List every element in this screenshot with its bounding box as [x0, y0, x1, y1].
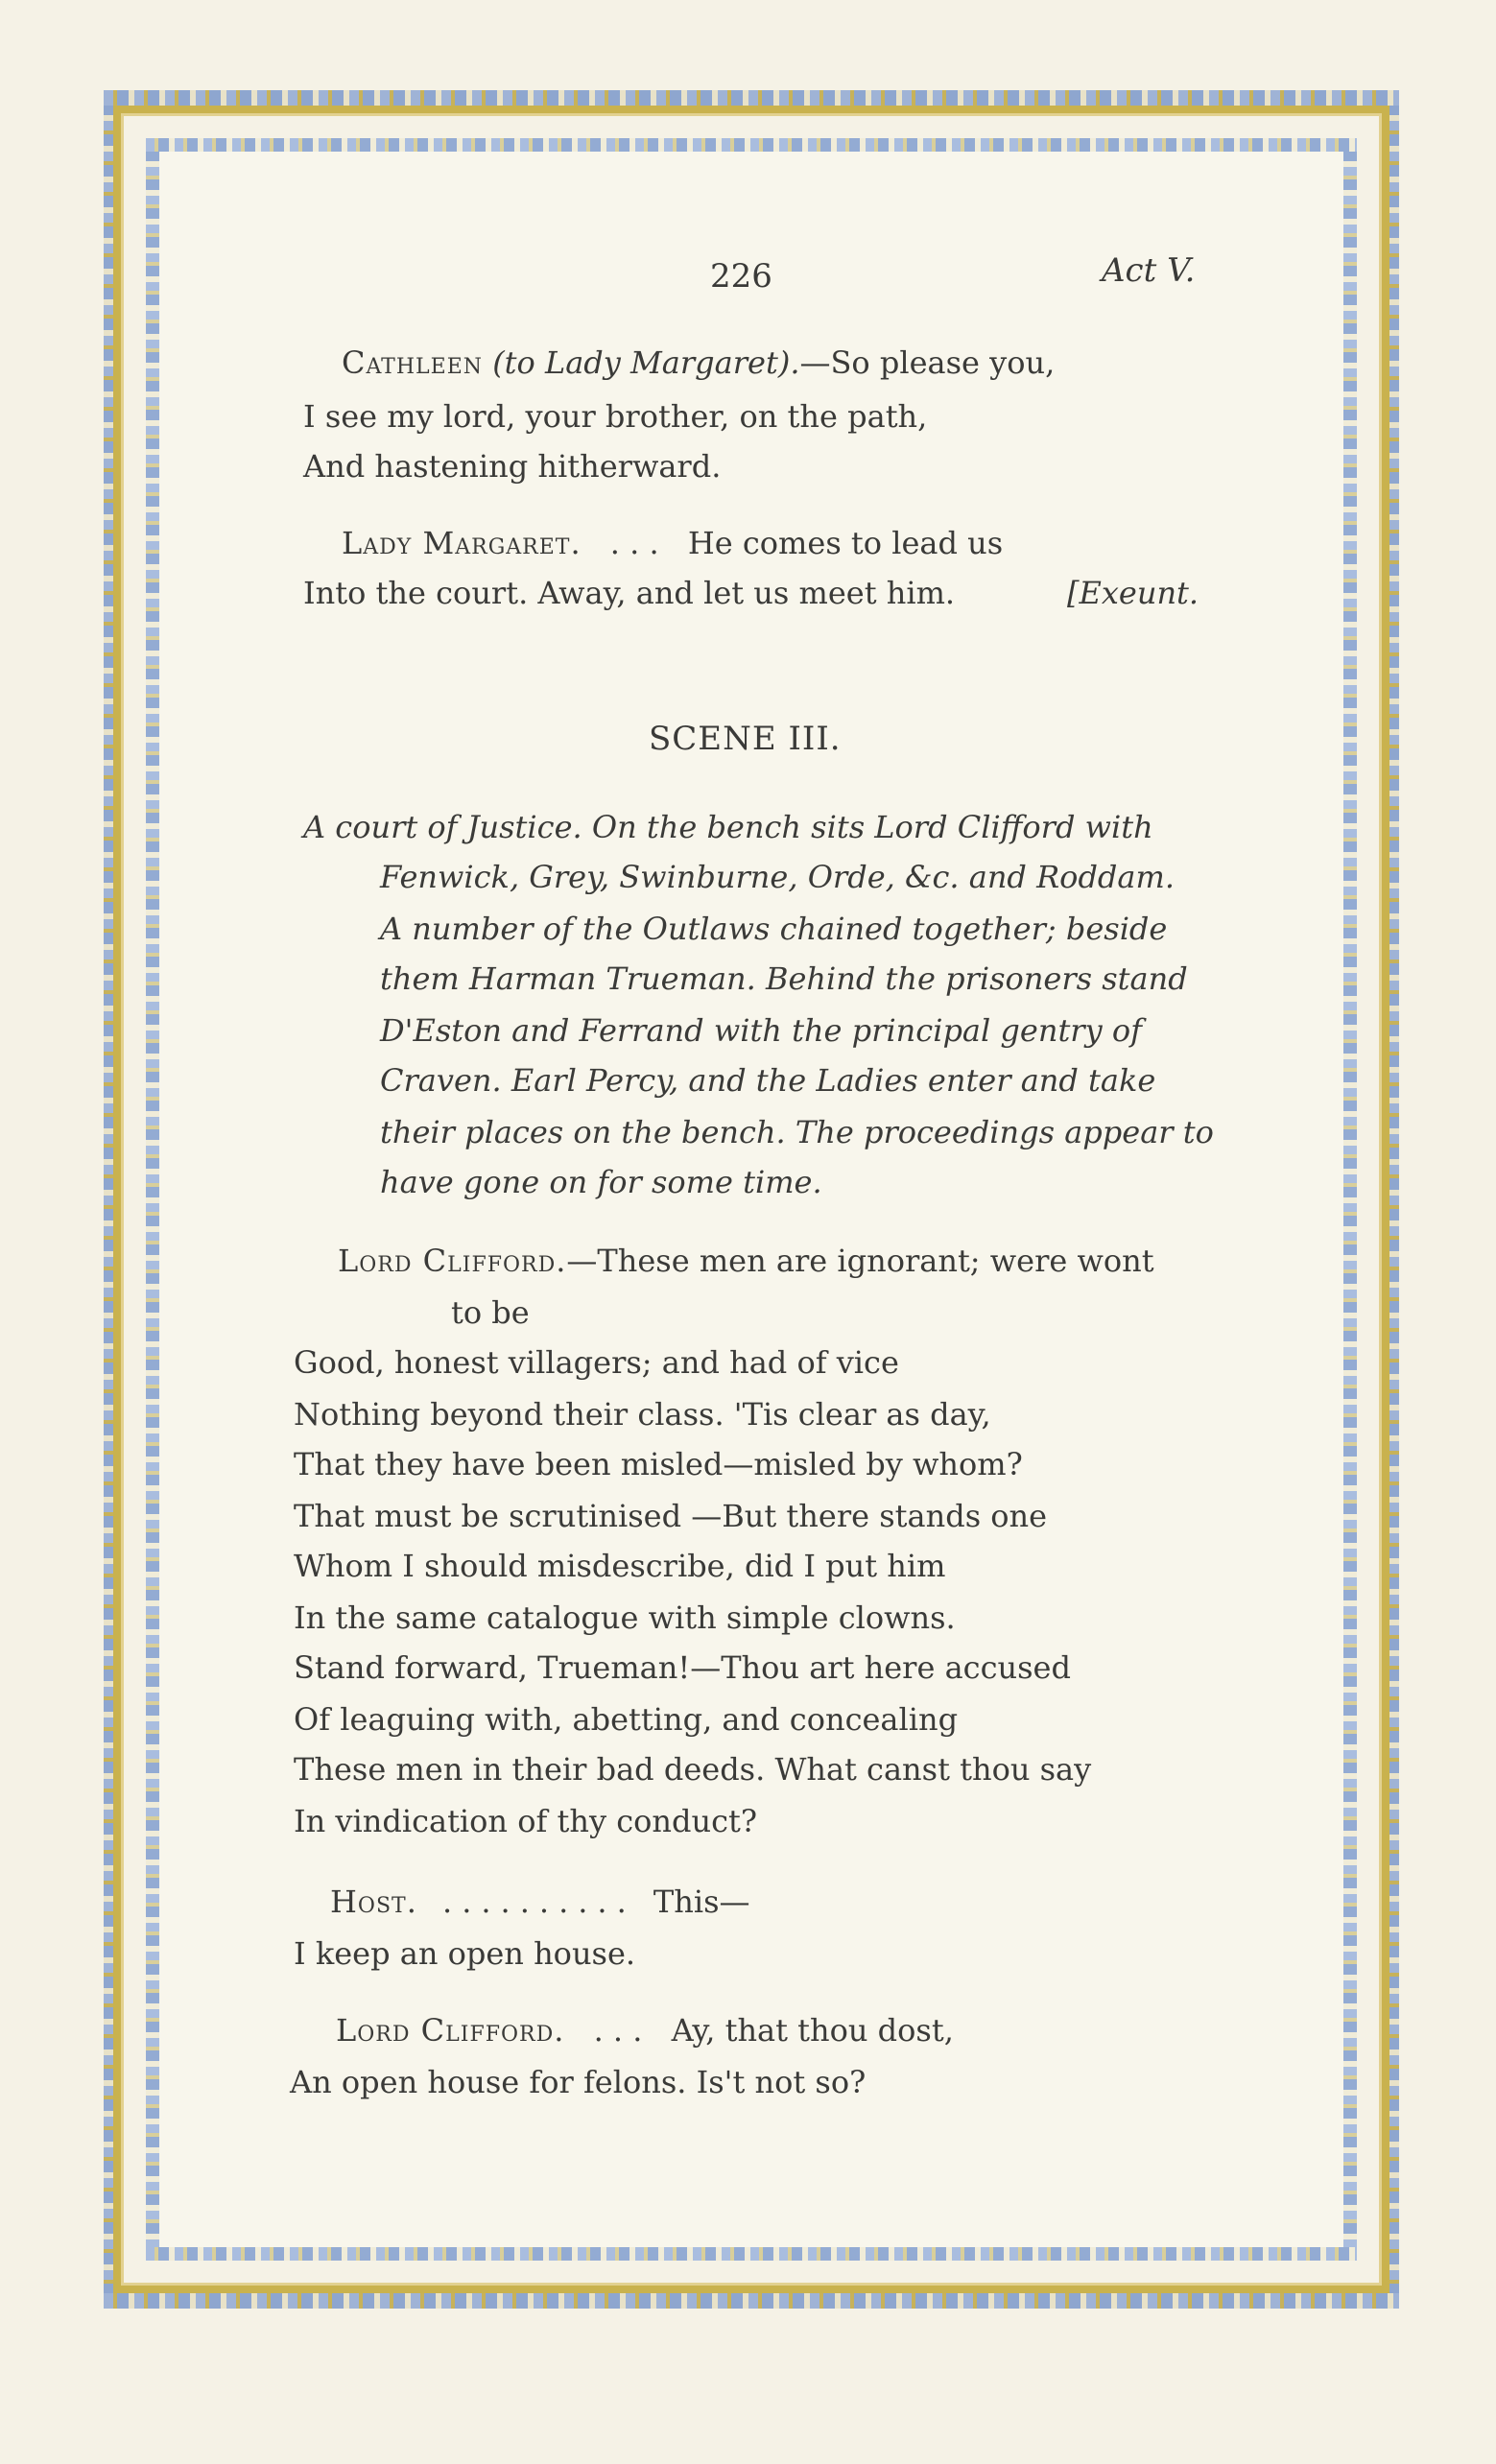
speech-clifford-line1	[338, 1242, 1154, 1280]
verse-line: Nothing beyond their class. 'Tis clear as day,	[294, 1396, 991, 1433]
stage-direction-line: A court of Justice. On the bench sits Lord Clifford with	[303, 809, 1153, 845]
stage-direction-line: D'Eston and Ferrand with the principal gentry of	[380, 1012, 1142, 1049]
verse-line: These men in their bad deeds. What canst thou say	[294, 1751, 1092, 1788]
speech-text: He comes to lead us	[687, 525, 1004, 561]
verse-line: Stand forward, Trueman!—Thou art here accused	[294, 1649, 1071, 1686]
verse-line: to be	[451, 1294, 530, 1331]
speech-host-line1	[330, 1883, 750, 1921]
speaker-name: Lady Margaret.	[342, 525, 582, 561]
speaker-name: Lord Clifford.	[336, 2012, 565, 2049]
verse-line: Whom I should misdescribe, did I put him	[294, 1548, 946, 1584]
stage-direction-line: their places on the bench. The proceedings appear to	[380, 1114, 1214, 1150]
speaker-name: Cathleen	[342, 344, 484, 381]
verse-line: I see my lord, your brother, on the path,	[303, 398, 928, 435]
speech-text: —These men are ignorant; were wont	[566, 1243, 1154, 1279]
verse-line: That must be scrutinised —But there stands one	[294, 1498, 1048, 1534]
speech-text: This—	[653, 1884, 750, 1920]
verse-line: An open house for felons. Is't not so?	[290, 2064, 867, 2100]
verse-line: Of leaguing with, abetting, and concealing	[294, 1701, 959, 1738]
stage-direction-line: them Harman Trueman. Behind the prisoners stand	[380, 960, 1188, 997]
stage-direction-line: Craven. Earl Percy, and the Ladies enter and take	[380, 1062, 1156, 1099]
verse-line: And hastening hitherward.	[303, 448, 722, 485]
scene-heading: SCENE III.	[649, 720, 842, 758]
speech-lady-margaret-line1	[342, 524, 1003, 562]
verse-line: I keep an open house.	[294, 1935, 636, 1972]
verse-line: In the same catalogue with simple clowns.	[294, 1599, 956, 1636]
speech-text: Ay, that thou dost,	[671, 2012, 954, 2049]
speech-text: —So please you,	[799, 344, 1056, 381]
speech-gap-dots: . . .	[609, 525, 659, 561]
verse-line: In vindication of thy conduct?	[294, 1803, 758, 1839]
speaker-name: Host.	[330, 1884, 417, 1920]
stage-direction-line: A number of the Outlaws chained together; beside	[380, 911, 1168, 947]
stage-direction-line: Fenwick, Grey, Swinburne, Orde, &c. and Roddam.	[380, 859, 1175, 895]
verse-line: Good, honest villagers; and had of vice	[294, 1344, 899, 1381]
page-number: 226	[710, 257, 772, 296]
speech-clifford-reply-line1	[336, 2011, 954, 2049]
stage-direction-inline: (to Lady Margaret).	[492, 344, 800, 381]
running-head-act: Act V.	[1102, 251, 1196, 290]
speech-gap-dots: ..........	[442, 1884, 636, 1920]
speech-gap-dots: . . .	[593, 2012, 643, 2049]
speaker-name: Lord Clifford.	[338, 1243, 567, 1279]
verse-line: Into the court. Away, and let us meet him.	[303, 575, 956, 611]
stage-direction-line: have gone on for some time.	[380, 1164, 822, 1200]
exit-direction: [Exeunt.	[1067, 575, 1199, 611]
speech-cathleen-line1	[342, 344, 1055, 382]
verse-line: That they have been misled—misled by whom?	[294, 1446, 1023, 1482]
